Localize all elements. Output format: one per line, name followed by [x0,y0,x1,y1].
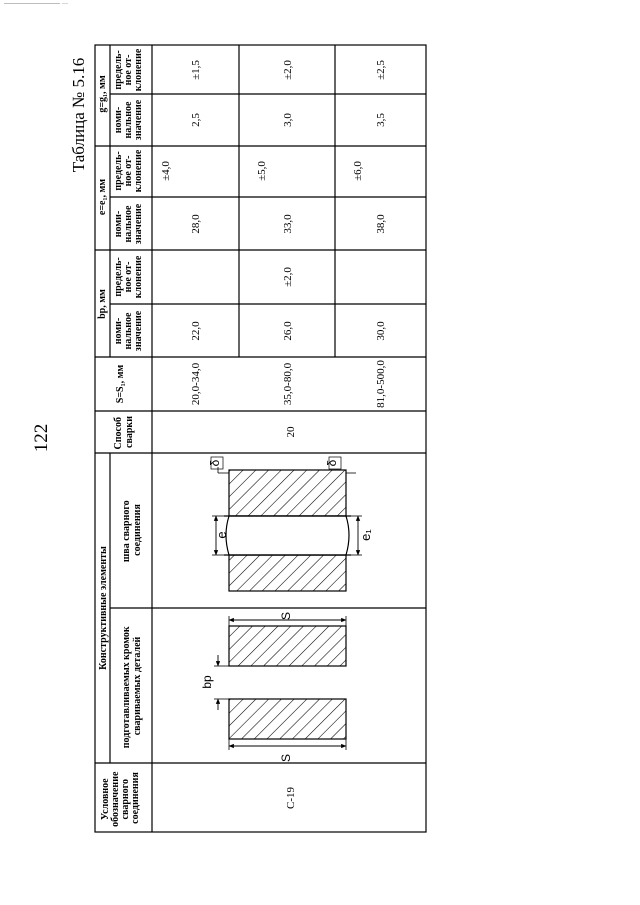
plate-upper [229,626,346,666]
header-g: g=g₁, мм [97,75,108,113]
cell-bp-nominal-2: 26,0 [282,321,294,341]
label-s-top: S [279,611,293,621]
label-bp: bр [200,675,214,689]
label-e: e [214,531,229,539]
cell-s-1: 20,0-34,0 [190,362,202,406]
cell-g-tolerance-3: ±2,5 [375,60,387,80]
cell-bp-nominal-1: 22,0 [190,321,202,341]
header-method: Способ сварки [113,416,135,450]
header-weld-seam: шва сварного соединения [121,500,143,563]
cell-e-tolerance-3: ±6,0 [352,161,364,181]
subheader-g-nominal: номи-нальноезначение [113,99,144,141]
cell-s-3: 81,0-500,0 [375,360,387,408]
cell-e-nominal-2: 33,0 [282,214,294,234]
header-designation: Условное обозначение сварного соединения [100,771,141,827]
plate-lower [229,699,346,739]
subheader-bp-tolerance: предель-ное от-клонение [113,255,144,299]
cell-e-nominal-3: 38,0 [375,214,387,234]
header-e: e=e₁, мм [97,178,108,216]
cell-e-tolerance-2: ±5,0 [256,161,268,181]
cell-e-nominal-1: 28,0 [190,214,202,234]
table-title: Таблица № 5.16 [69,57,88,173]
seam-plate-lower [229,555,346,591]
page-number: 122 [31,423,52,453]
label-delta-bottom: δ [325,459,339,467]
subheader-bp-nominal: номи-нальноезначение [113,310,144,352]
header-prepared-edges: подготавливаемых кромок свариваемых деталей [121,626,143,749]
cell-g-nominal-1: 2,5 [190,113,202,127]
cell-g-tolerance-2: ±2,0 [282,60,294,80]
header-bp: bр, мм [97,289,108,319]
prepared-edges-drawing [200,612,346,762]
cell-g-nominal-2: 3,0 [282,113,294,127]
subheader-e-tolerance: предель-ное от-клонение [113,149,144,193]
cell-s-2: 35,0-80,0 [282,362,294,406]
cell-g-tolerance-1: ±1,5 [190,60,202,80]
label-delta-top: δ [208,459,222,467]
weld-seam-drawing [208,457,373,591]
subheader-g-tolerance: предель-ное от-клонение [113,48,144,92]
cell-method: 20 [285,426,297,438]
cell-designation: С-19 [285,787,297,809]
header-structural-elements: Конструктивные элементы [98,546,109,670]
cell-g-nominal-3: 3,5 [375,113,387,127]
seam-plate-upper [229,470,346,516]
header-s-range: S=S₁, мм [115,364,126,404]
subheader-e-nominal: номи-нальноезначение [113,203,144,245]
label-e1: e₁ [358,529,373,541]
cell-e-tolerance-1: ±4,0 [160,161,172,181]
label-s-bottom: S [279,753,293,763]
cell-bp-tolerance: ±2,0 [282,267,294,287]
cell-bp-nominal-3: 30,0 [375,321,387,341]
weld-bead [226,516,349,555]
